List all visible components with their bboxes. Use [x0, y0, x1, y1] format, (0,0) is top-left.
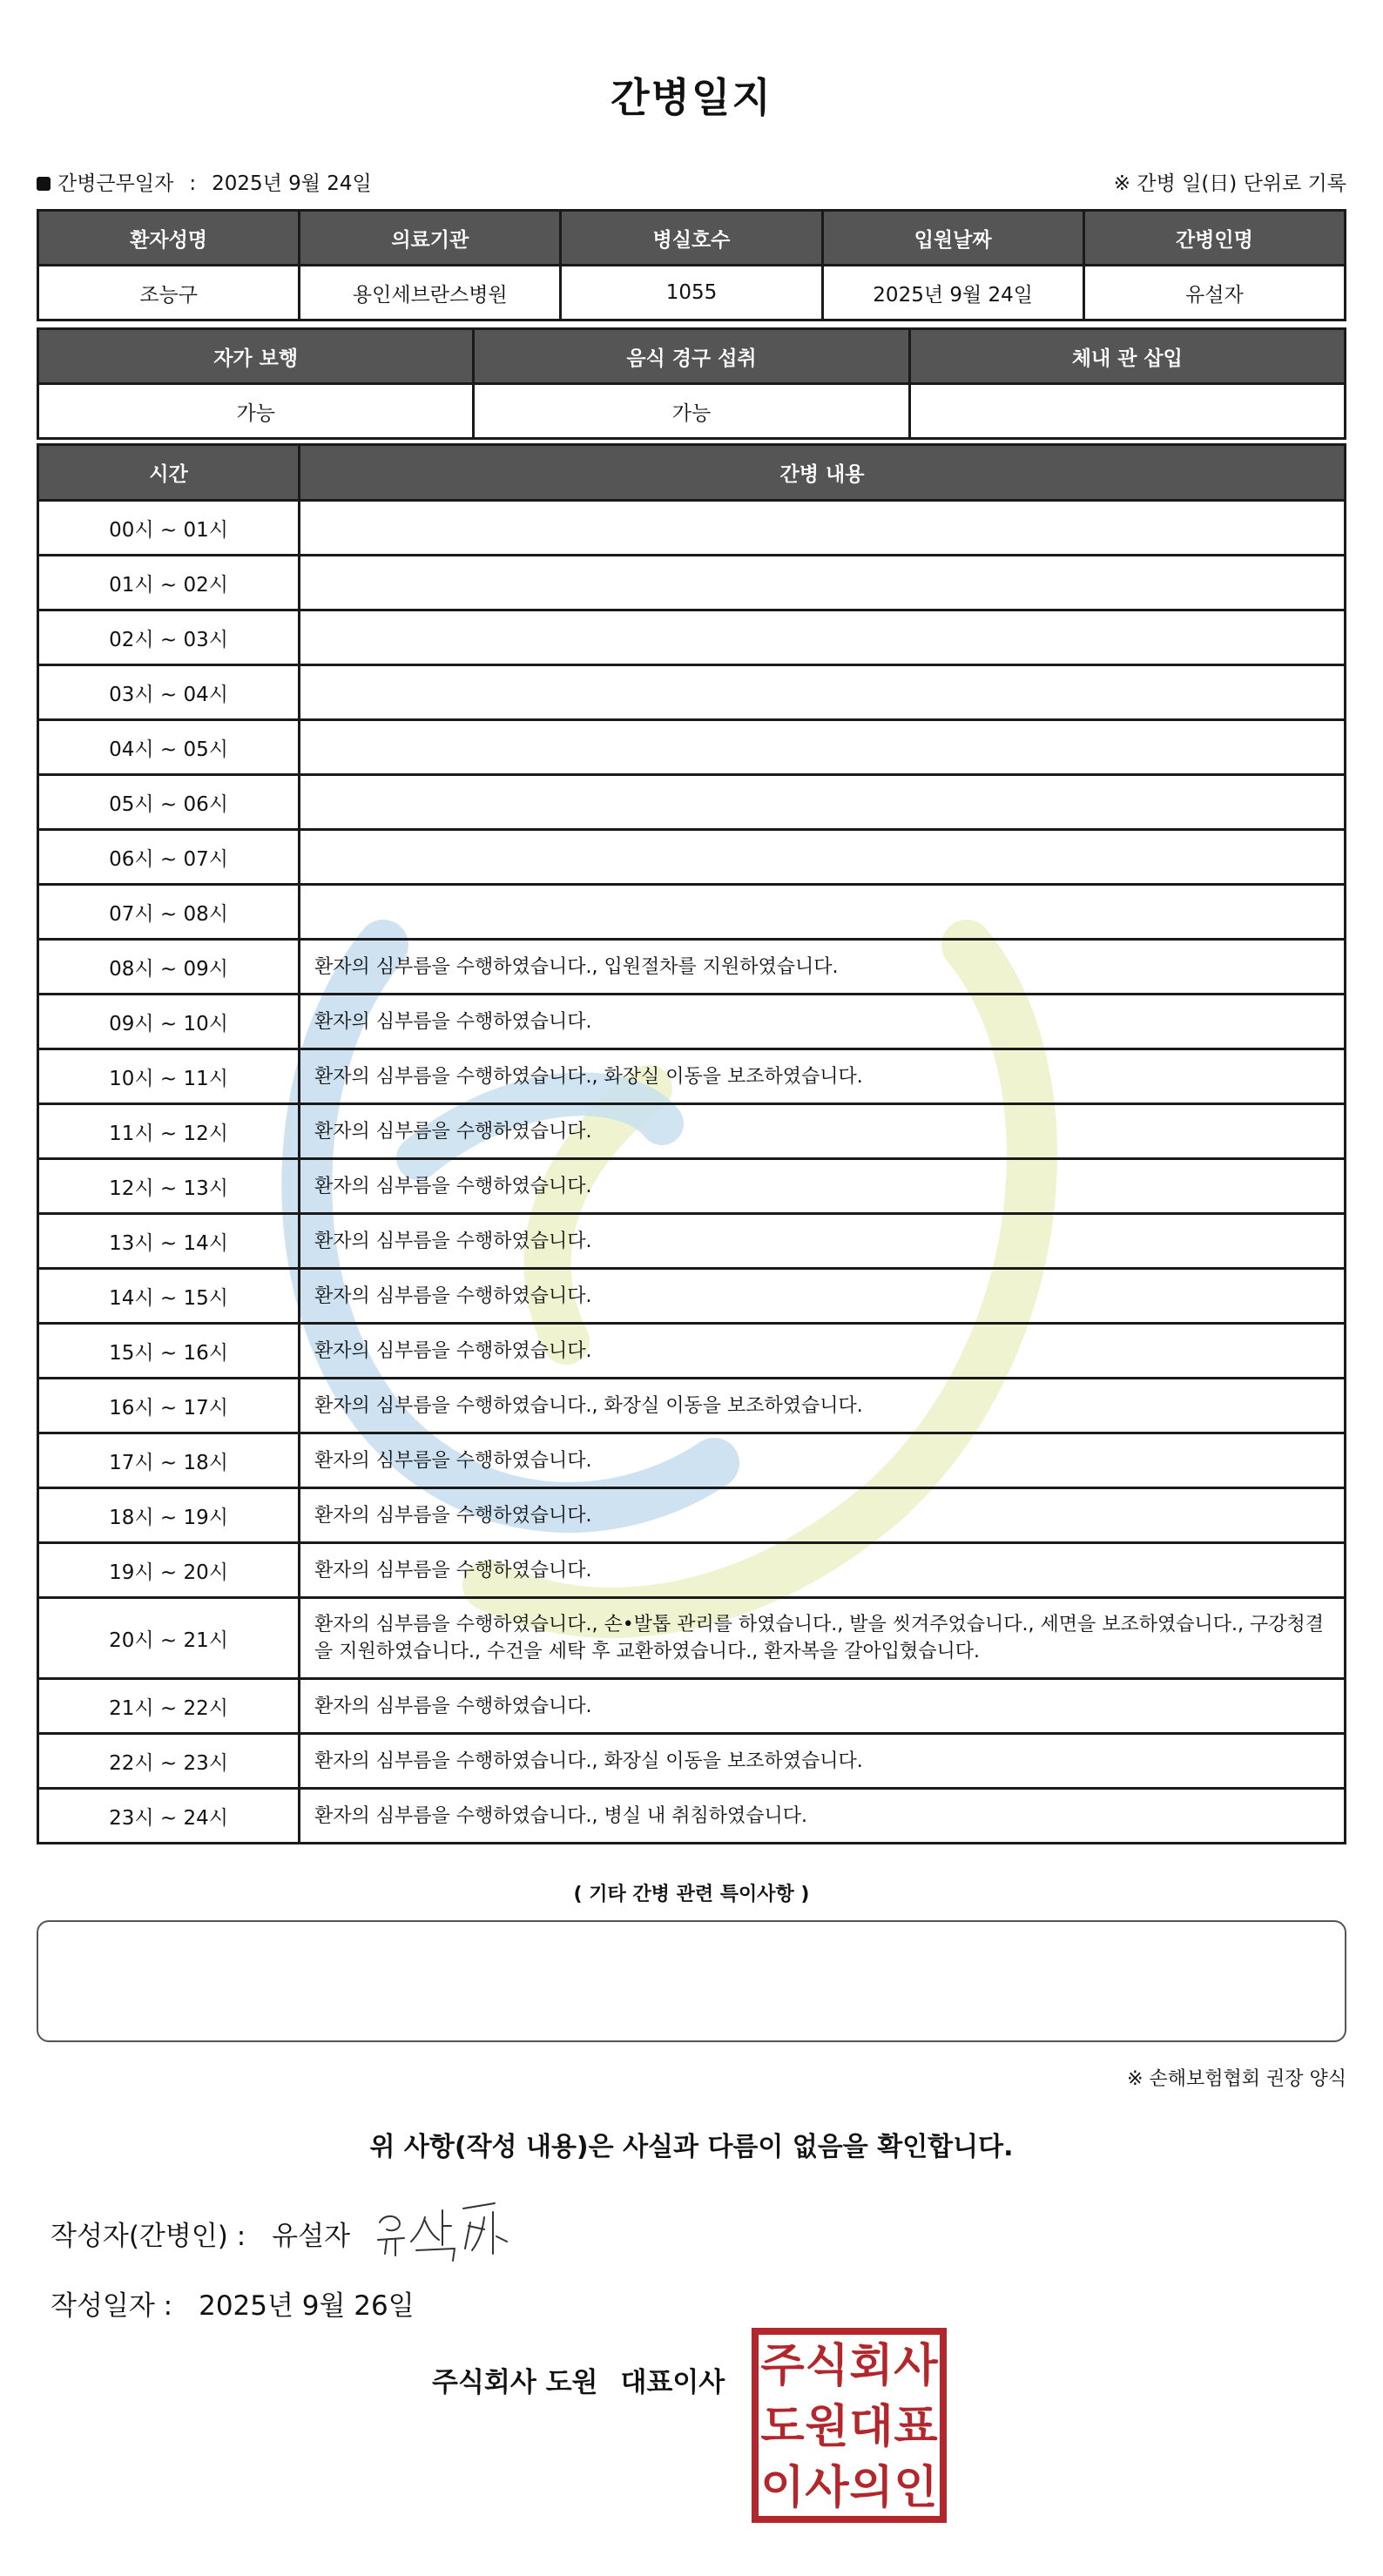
- work-date-colon: :: [189, 172, 197, 195]
- stamp-character: 이: [760, 2462, 805, 2514]
- oral-intake-value: 가능: [474, 384, 909, 439]
- care-log-content: 환자의 심부름을 수행하였습니다., 입원절차를 지원하였습니다.: [300, 940, 1346, 995]
- confirmation-statement: 위 사항(작성 내용)은 사실과 다름이 없음을 확인합니다.: [369, 2132, 1014, 2162]
- company-line: [432, 2360, 725, 2399]
- care-log-row: [38, 1734, 1346, 1789]
- care-log-time: 09시 ~ 10시: [38, 995, 300, 1049]
- care-log-row: [38, 1324, 1346, 1379]
- care-log-time: 19시 ~ 20시: [38, 1543, 300, 1598]
- care-log-table: [37, 443, 1346, 1844]
- patient-info-value-row: [38, 266, 1346, 320]
- care-log-content: 환자의 심부름을 수행하였습니다., 화장실 이동을 보조하였습니다.: [300, 1734, 1346, 1789]
- written-date-line: [51, 2283, 415, 2323]
- notes-box: [37, 1920, 1346, 2042]
- care-log-content: [300, 775, 1346, 830]
- care-log-row: [38, 995, 1346, 1049]
- stamp-character: 표: [894, 2401, 938, 2453]
- care-log-row: [38, 665, 1346, 720]
- header-hospital: 의료기관: [300, 211, 561, 266]
- care-log-time: 20시 ~ 21시: [38, 1598, 300, 1679]
- care-log-time: 17시 ~ 18시: [38, 1433, 300, 1488]
- patient-info-table: [37, 209, 1346, 321]
- standard-form-note: ※ 손해보험협회 권장 양식: [1127, 2068, 1346, 2090]
- care-log-time: 10시 ~ 11시: [38, 1049, 300, 1104]
- page-title: 간병일지: [611, 74, 772, 121]
- stamp-character: 주: [760, 2340, 805, 2392]
- room-number: 1055: [561, 266, 822, 320]
- care-log-content: 환자의 심부름을 수행하였습니다.: [300, 995, 1346, 1049]
- patient-name: 조능구: [38, 266, 300, 320]
- care-log-content: [300, 830, 1346, 885]
- care-log-time: 03시 ~ 04시: [38, 665, 300, 720]
- care-log-time: 22시 ~ 23시: [38, 1734, 300, 1789]
- header-caregiver-name: 간병인명: [1083, 211, 1345, 266]
- care-log-content: [300, 556, 1346, 610]
- care-log-row: [38, 610, 1346, 665]
- care-log-row: [38, 1049, 1346, 1104]
- care-log-row: [38, 1488, 1346, 1543]
- care-log-row: [38, 720, 1346, 775]
- care-log-row: [38, 1269, 1346, 1324]
- care-log-content: 환자의 심부름을 수행하였습니다.: [300, 1679, 1346, 1734]
- care-log-content: 환자의 심부름을 수행하였습니다.: [300, 1433, 1346, 1488]
- care-log-content: 환자의 심부름을 수행하였습니다., 화장실 이동을 보조하였습니다.: [300, 1049, 1346, 1104]
- tube-insertion-value: [909, 384, 1345, 439]
- record-note: ※ 간병 일(日) 단위로 기록: [1113, 172, 1346, 195]
- stamp-character: 대: [849, 2401, 894, 2453]
- care-log-row: [38, 1598, 1346, 1679]
- care-log-time: 00시 ~ 01시: [38, 501, 300, 556]
- care-log-row: [38, 556, 1346, 610]
- bullet-square-icon: [37, 177, 51, 191]
- care-log-content: 환자의 심부름을 수행하였습니다.: [300, 1543, 1346, 1598]
- handwritten-signature: [374, 2191, 523, 2269]
- patient-status-value-row: [38, 384, 1346, 439]
- care-log-row: [38, 1789, 1346, 1844]
- care-log-time: 06시 ~ 07시: [38, 830, 300, 885]
- header-room-number: 병실호수: [561, 211, 822, 266]
- written-date-value: 2025년 9월 26일: [199, 2290, 415, 2322]
- stamp-character: 사: [805, 2462, 849, 2514]
- header-patient-name: 환자성명: [38, 211, 300, 266]
- company-name: 주식회사 도원: [432, 2367, 598, 2398]
- header-time: 시간: [38, 445, 300, 501]
- stamp-character: 식: [805, 2340, 849, 2392]
- self-walking-value: 가능: [38, 384, 474, 439]
- admission-date: 2025년 9월 24일: [822, 266, 1083, 320]
- care-log-time: 01시 ~ 02시: [38, 556, 300, 610]
- care-log-content: 환자의 심부름을 수행하였습니다.: [300, 1214, 1346, 1269]
- writer-line: [51, 2214, 350, 2253]
- care-log-content: [300, 720, 1346, 775]
- stamp-character: 의: [849, 2462, 894, 2514]
- care-log-row: [38, 1214, 1346, 1269]
- care-log-content: [300, 665, 1346, 720]
- care-log-content: 환자의 심부름을 수행하였습니다.: [300, 1324, 1346, 1379]
- care-log-row: [38, 830, 1346, 885]
- patient-info-header-row: [38, 211, 1346, 266]
- header-admission-date: 입원날짜: [822, 211, 1083, 266]
- header-care-content: 간병 내용: [300, 445, 1346, 501]
- care-log-time: 14시 ~ 15시: [38, 1269, 300, 1324]
- care-log-row: [38, 1159, 1346, 1214]
- work-date-value: 2025년 9월 24일: [212, 172, 372, 195]
- care-log-content: [300, 610, 1346, 665]
- care-log-content: 환자의 심부름을 수행하였습니다., 화장실 이동을 보조하였습니다.: [300, 1379, 1346, 1433]
- care-log-row: [38, 1104, 1346, 1159]
- care-log-row: [38, 1379, 1346, 1433]
- care-log-row: [38, 940, 1346, 995]
- care-log-content: 환자의 심부름을 수행하였습니다.: [300, 1159, 1346, 1214]
- care-log-time: 08시 ~ 09시: [38, 940, 300, 995]
- care-log-content: 환자의 심부름을 수행하였습니다.: [300, 1104, 1346, 1159]
- hospital-name: 용인세브란스병원: [300, 266, 561, 320]
- header-tube-insertion: 체내 관 삽입: [909, 329, 1345, 384]
- stamp-character: 원: [805, 2401, 849, 2453]
- written-date-label: 작성일자 :: [51, 2290, 173, 2322]
- care-log-row: [38, 1679, 1346, 1734]
- work-date: [37, 167, 372, 196]
- care-log-time: 13시 ~ 14시: [38, 1214, 300, 1269]
- care-log-time: 11시 ~ 12시: [38, 1104, 300, 1159]
- care-log-row: [38, 501, 1346, 556]
- caregiver-name: 유설자: [1083, 266, 1345, 320]
- care-log-time: 21시 ~ 22시: [38, 1679, 300, 1734]
- care-log-header-row: [38, 445, 1346, 501]
- patient-status-header-row: [38, 329, 1346, 384]
- care-log-time: 04시 ~ 05시: [38, 720, 300, 775]
- care-log-content: [300, 501, 1346, 556]
- care-log-content: 환자의 심부름을 수행하였습니다., 병실 내 취침하였습니다.: [300, 1789, 1346, 1844]
- care-log-time: 18시 ~ 19시: [38, 1488, 300, 1543]
- care-log-time: 12시 ~ 13시: [38, 1159, 300, 1214]
- care-log-row: [38, 1433, 1346, 1488]
- stamp-character: 회: [849, 2340, 894, 2392]
- work-date-label: 간병근무일자: [57, 172, 174, 195]
- stamp-character: 도: [760, 2401, 805, 2453]
- care-log-time: 16시 ~ 17시: [38, 1379, 300, 1433]
- care-log-row: [38, 1543, 1346, 1598]
- care-log-row: [38, 885, 1346, 940]
- care-log-content: [300, 885, 1346, 940]
- header-oral-intake: 음식 경구 섭취: [474, 329, 909, 384]
- header-self-walking: 자가 보행: [38, 329, 474, 384]
- care-log-time: 15시 ~ 16시: [38, 1324, 300, 1379]
- care-log-time: 05시 ~ 06시: [38, 775, 300, 830]
- writer-label: 작성자(간병인) :: [51, 2221, 246, 2252]
- patient-status-table: [37, 327, 1346, 440]
- care-log-content: 환자의 심부름을 수행하였습니다.: [300, 1488, 1346, 1543]
- care-log-row: [38, 775, 1346, 830]
- company-seal-stamp: [751, 2327, 948, 2524]
- writer-name: 유설자: [272, 2221, 351, 2252]
- care-log-time: 07시 ~ 08시: [38, 885, 300, 940]
- care-log-time: 02시 ~ 03시: [38, 610, 300, 665]
- care-log-time: 23시 ~ 24시: [38, 1789, 300, 1844]
- care-log-content: 환자의 심부름을 수행하였습니다., 손•발톱 관리를 하였습니다., 발을 씻겨주었습니다., 세면을 보조하였습니다., 구강청결을 지원하였습니다., 수건을 세탁 후 교환하였습니다., 환자복을 갈아입혔습니다.: [300, 1598, 1346, 1679]
- stamp-character: 사: [894, 2340, 938, 2392]
- representative-title: 대표이사: [620, 2367, 725, 2398]
- care-log-content: 환자의 심부름을 수행하였습니다.: [300, 1269, 1346, 1324]
- notes-title: ( 기타 간병 관련 특이사항 ): [573, 1884, 810, 1905]
- stamp-character: 인: [894, 2462, 938, 2514]
